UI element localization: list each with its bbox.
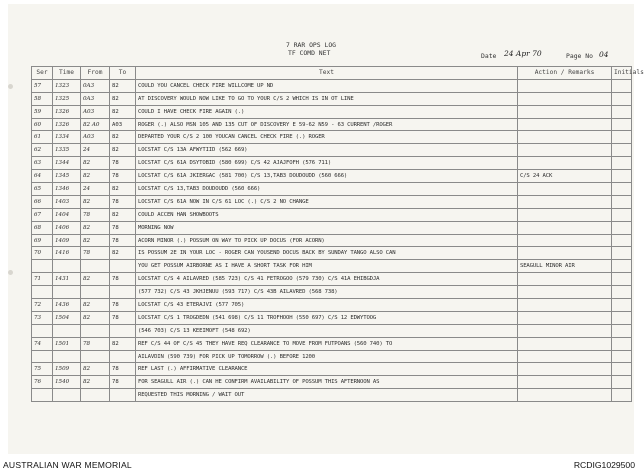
cell-text: YOU GET POSSUM AIRBORNE AS I HAVE A SHORT TASK FOR HIM [136, 260, 518, 273]
cell-initials [612, 260, 632, 273]
cell-action [518, 118, 612, 131]
table-row [32, 221, 632, 234]
cell-text: LOCSTAT C/S 1 TROGDEDN (541 698) C/S 11 TROFHOOH (550 697) C/S 12 EDWYTOOG [136, 311, 518, 324]
cell-text: IS POSSUM 2E IN YOUR LOC - ROGER CAN YOUSEND DOCUS BACK BY SUNDAY TANGO ALSO CAN [136, 247, 518, 260]
cell-text: AILAVDIN (590 739) FOR PICK UP TOMORROW (.) BEFORE 1200 [136, 350, 518, 363]
cell-initials [612, 221, 632, 234]
cell-from: 0A3 [81, 79, 110, 92]
cell-initials [612, 273, 632, 286]
table-row [32, 157, 632, 170]
cell-action [518, 183, 612, 196]
cell-time [53, 260, 81, 273]
cell-from [81, 324, 110, 337]
column-header-initials: Initials [612, 67, 632, 80]
cell-time: 1335 [53, 144, 81, 157]
cell-to: 82 [110, 337, 136, 350]
cell-to: 82 [110, 144, 136, 157]
cell-action [518, 157, 612, 170]
log-net-title: TF COMD NET [288, 49, 331, 57]
cell-time [53, 389, 81, 402]
cell-action [518, 311, 612, 324]
cell-from: 82 [81, 157, 110, 170]
archive-footer [0, 455, 639, 474]
cell-initials [612, 131, 632, 144]
cell-ser: 62 [32, 144, 53, 157]
cell-to: 82 [110, 247, 136, 260]
cell-from: 24 [81, 144, 110, 157]
cell-time: 1416 [53, 247, 81, 260]
cell-text: REF C/S 44 OF C/S 45 THEY HAVE REQ CLEARANCE TO MOVE FROM FUTPOANS (560 740) TO [136, 337, 518, 350]
table-row [32, 299, 632, 312]
cell-from: 82 [81, 363, 110, 376]
cell-initials [612, 157, 632, 170]
cell-to: 78 [110, 311, 136, 324]
cell-initials [612, 337, 632, 350]
cell-ser [32, 260, 53, 273]
cell-text: DEPARTED YOUR C/S 2 100 YOUCAN CANCEL CHECK FIRE (.) ROGER [136, 131, 518, 144]
cell-ser: 69 [32, 234, 53, 247]
cell-action: C/S 24 ACK [518, 170, 612, 183]
cell-action [518, 234, 612, 247]
table-row [32, 208, 632, 221]
cell-time: 1345 [53, 170, 81, 183]
cell-action [518, 286, 612, 299]
cell-text: (577 732) C/S 43 JKHJENUU (593 717) C/S 43B AILAVRED (568 738) [136, 286, 518, 299]
cell-text: FOR SEAGULL AIR (.) CAN HE CONFIRM AVAILABILITY OF POSSUM THIS AFTERNOON AS [136, 376, 518, 389]
cell-from [81, 389, 110, 402]
cell-action [518, 247, 612, 260]
cell-to: A03 [110, 118, 136, 131]
cell-to: 82 [110, 79, 136, 92]
cell-from [81, 350, 110, 363]
cell-ser: 74 [32, 337, 53, 350]
cell-from: 82 [81, 170, 110, 183]
page-number-label: Page No [566, 52, 593, 60]
cell-from: 82 [81, 221, 110, 234]
cell-initials [612, 350, 632, 363]
cell-from: 78 [81, 337, 110, 350]
cell-time [53, 324, 81, 337]
column-header-ser: Ser [32, 67, 53, 80]
cell-text: REF LAST (.) AFFIRMATIVE CLEARANCE [136, 363, 518, 376]
date-value: 24 Apr 70 [504, 49, 542, 58]
cell-from: 82 [81, 311, 110, 324]
cell-initials [612, 195, 632, 208]
cell-ser: 59 [32, 105, 53, 118]
cell-text: LOCSTAT C/S 61A NOW IN C/S 61 LOC (.) C/S 2 NO CHANGE [136, 195, 518, 208]
cell-time: 1326 [53, 105, 81, 118]
cell-to [110, 260, 136, 273]
cell-ser: 65 [32, 183, 53, 196]
cell-action [518, 324, 612, 337]
cell-action [518, 273, 612, 286]
cell-from: A03 [81, 105, 110, 118]
cell-text: COULD ACCEN HAN SHOWBOOTS [136, 208, 518, 221]
cell-text: LOCSTAT C/S 61A JKIERGAC (581 700) C/S 13,TAB3 DOUDOUDD (560 666) [136, 170, 518, 183]
cell-action [518, 131, 612, 144]
table-row [32, 363, 632, 376]
column-header-text: Text [136, 67, 518, 80]
table-row [32, 247, 632, 260]
cell-ser: 67 [32, 208, 53, 221]
cell-text: COULD I HAVE CHECK FIRE AGAIN (.) [136, 105, 518, 118]
cell-time [53, 286, 81, 299]
cell-initials [612, 299, 632, 312]
cell-time: 1323 [53, 79, 81, 92]
cell-initials [612, 208, 632, 221]
cell-initials [612, 376, 632, 389]
cell-from: 0A3 [81, 92, 110, 105]
log-unit-title: 7 RAR OPS LOG [286, 41, 337, 49]
table-row [32, 376, 632, 389]
cell-to [110, 286, 136, 299]
archive-name: AUSTRALIAN WAR MEMORIAL [3, 460, 132, 470]
table-row [32, 324, 632, 337]
cell-from: 24 [81, 183, 110, 196]
table-row [32, 389, 632, 402]
cell-from: 82 [81, 195, 110, 208]
archive-reference: RCDIG1029500 [573, 460, 635, 470]
cell-text: MORNING NOW [136, 221, 518, 234]
cell-ser: 71 [32, 273, 53, 286]
cell-time: 1409 [53, 234, 81, 247]
cell-action [518, 208, 612, 221]
cell-time: 1436 [53, 299, 81, 312]
cell-ser [32, 350, 53, 363]
cell-time: 1344 [53, 157, 81, 170]
cell-action [518, 350, 612, 363]
cell-initials [612, 118, 632, 131]
cell-text: LOCSTAT C/S 13A AFWYTIID (562 669) [136, 144, 518, 157]
cell-from: A03 [81, 131, 110, 144]
cell-to: 78 [110, 273, 136, 286]
table-row [32, 286, 632, 299]
cell-action [518, 79, 612, 92]
cell-time: 1346 [53, 183, 81, 196]
cell-from: 82 [81, 376, 110, 389]
cell-time: 1326 [53, 118, 81, 131]
cell-ser: 72 [32, 299, 53, 312]
cell-from [81, 286, 110, 299]
table-header-row [32, 67, 632, 80]
cell-from: 82 A0 [81, 118, 110, 131]
table-row [32, 79, 632, 92]
cell-to [110, 324, 136, 337]
cell-action: SEAGULL MINOR AIR [518, 260, 612, 273]
cell-initials [612, 286, 632, 299]
cell-from: 78 [81, 247, 110, 260]
cell-initials [612, 234, 632, 247]
table-row [32, 311, 632, 324]
cell-from [81, 260, 110, 273]
cell-time [53, 350, 81, 363]
column-header-time: Time [53, 67, 81, 80]
cell-action [518, 195, 612, 208]
cell-to: 82 [110, 105, 136, 118]
cell-initials [612, 170, 632, 183]
cell-action [518, 376, 612, 389]
cell-to: 78 [110, 363, 136, 376]
cell-ser: 68 [32, 221, 53, 234]
cell-ser: 61 [32, 131, 53, 144]
cell-ser: 76 [32, 376, 53, 389]
cell-time: 1334 [53, 131, 81, 144]
cell-ser: 75 [32, 363, 53, 376]
cell-text: ROGER (.) ALSO MSN 105 AND 135 CUT OF DISCOVERY E 59-62 N59 - 63 CURRENT /ROGER [136, 118, 518, 131]
cell-time: 1501 [53, 337, 81, 350]
cell-ser: 70 [32, 247, 53, 260]
cell-ser: 60 [32, 118, 53, 131]
cell-time: 1403 [53, 195, 81, 208]
table-row [32, 105, 632, 118]
cell-ser: 64 [32, 170, 53, 183]
cell-time: 1406 [53, 221, 81, 234]
cell-time: 1540 [53, 376, 81, 389]
table-row [32, 183, 632, 196]
cell-action [518, 221, 612, 234]
punch-hole [8, 84, 13, 89]
cell-initials [612, 247, 632, 260]
page-number-value: 04 [599, 50, 609, 59]
table-row [32, 234, 632, 247]
cell-text: LOCSTAT C/S 61A DSYTOBID (580 699) C/S 42 AJAJFOFH (576 711) [136, 157, 518, 170]
cell-to: 82 [110, 183, 136, 196]
cell-to: 78 [110, 299, 136, 312]
column-header-from: From [81, 67, 110, 80]
cell-to: 78 [110, 234, 136, 247]
table-row [32, 260, 632, 273]
cell-to: 82 [110, 92, 136, 105]
cell-to: 82 [110, 131, 136, 144]
cell-time: 1504 [53, 311, 81, 324]
cell-time: 1509 [53, 363, 81, 376]
punch-hole [8, 270, 13, 275]
log-entries [32, 79, 632, 401]
cell-action [518, 337, 612, 350]
table-row [32, 118, 632, 131]
cell-ser: 66 [32, 195, 53, 208]
cell-initials [612, 79, 632, 92]
cell-action [518, 363, 612, 376]
cell-text: LOCSTAT C/S 43 ETERAJVI (577 705) [136, 299, 518, 312]
cell-from: 78 [81, 208, 110, 221]
table-row [32, 170, 632, 183]
cell-to [110, 350, 136, 363]
cell-to: 78 [110, 221, 136, 234]
cell-initials [612, 311, 632, 324]
cell-initials [612, 363, 632, 376]
table-row [32, 131, 632, 144]
cell-from: 82 [81, 299, 110, 312]
cell-ser [32, 324, 53, 337]
cell-ser: 73 [32, 311, 53, 324]
cell-to: 78 [110, 376, 136, 389]
cell-initials [612, 144, 632, 157]
cell-text: LOCSTAT C/S 13,TAB3 DOUDOUDD (560 666) [136, 183, 518, 196]
cell-initials [612, 105, 632, 118]
cell-ser: 58 [32, 92, 53, 105]
cell-text: COULD YOU CANCEL CHECK FIRE WILLCOME UP ND [136, 79, 518, 92]
cell-time: 1404 [53, 208, 81, 221]
cell-ser [32, 389, 53, 402]
ops-log-table [31, 66, 644, 402]
cell-ser: 57 [32, 79, 53, 92]
cell-action [518, 105, 612, 118]
cell-from: 82 [81, 234, 110, 247]
column-header-action: Action / Remarks [518, 67, 612, 80]
cell-to: 78 [110, 195, 136, 208]
cell-initials [612, 324, 632, 337]
cell-action [518, 144, 612, 157]
table-row [32, 350, 632, 363]
cell-action [518, 92, 612, 105]
cell-text: ACORN MINOR (.) POSSUM ON WAY TO PICK UP DOCUS (FOR ACORN) [136, 234, 518, 247]
cell-initials [612, 389, 632, 402]
table-row [32, 273, 632, 286]
date-label: Date [481, 52, 497, 60]
cell-initials [612, 183, 632, 196]
cell-action [518, 299, 612, 312]
cell-text: (546 703) C/S 13 KEEIMOFT (548 692) [136, 324, 518, 337]
table-row [32, 195, 632, 208]
cell-to: 78 [110, 170, 136, 183]
table-row [32, 144, 632, 157]
cell-ser [32, 286, 53, 299]
column-header-to: To [110, 67, 136, 80]
cell-to: 82 [110, 208, 136, 221]
cell-action [518, 389, 612, 402]
cell-text: REQUESTED THIS MORNING / WAIT OUT [136, 389, 518, 402]
table-row [32, 337, 632, 350]
cell-initials [612, 92, 632, 105]
cell-ser: 63 [32, 157, 53, 170]
cell-text: LOCSTAT C/S 4 AILAVRED (585 723) C/S 41 FETROGOO (579 730) C/S 41A EHIBGDJA [136, 273, 518, 286]
cell-time: 1325 [53, 92, 81, 105]
cell-text: AT DISCOVERY WOULD NOW LIKE TO GO TO YOUR C/S 2 WHICH IS IN OT LINE [136, 92, 518, 105]
table-row [32, 92, 632, 105]
cell-to [110, 389, 136, 402]
cell-to: 78 [110, 157, 136, 170]
cell-from: 82 [81, 273, 110, 286]
cell-time: 1431 [53, 273, 81, 286]
